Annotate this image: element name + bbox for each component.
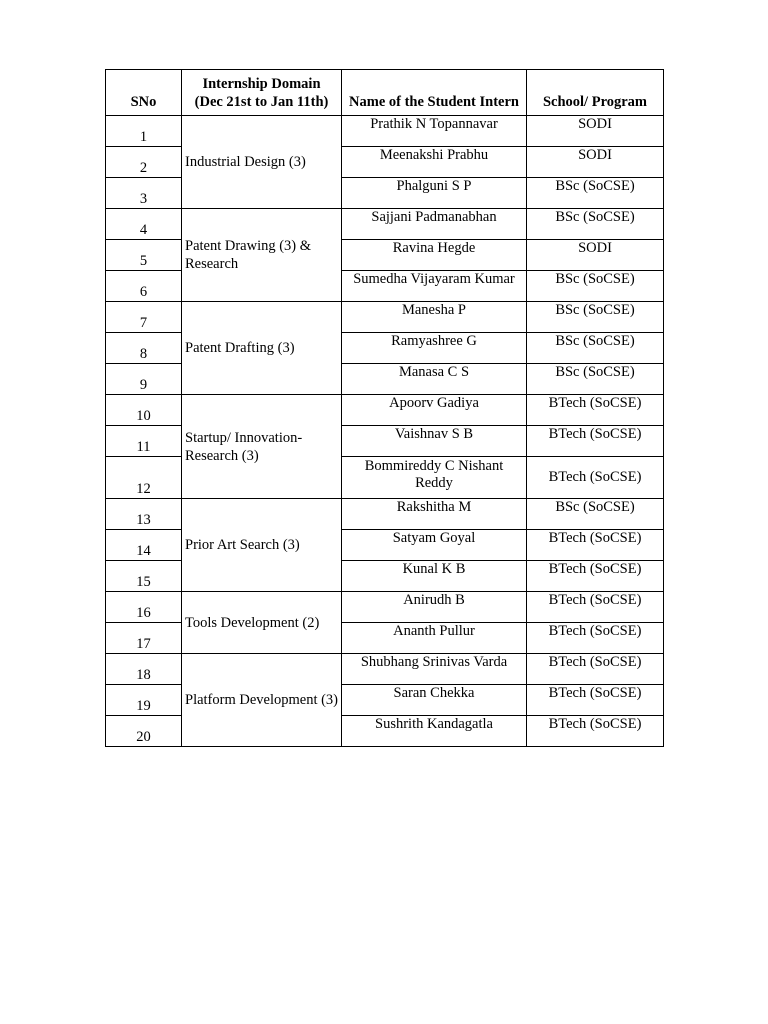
domain-cell-startup-innovation: Startup/ Innovation-Research (3): [182, 395, 342, 499]
school-cell: BTech (SoCSE): [527, 426, 664, 457]
student-name-cell: Satyam Goyal: [342, 530, 527, 561]
school-cell: SODI: [527, 240, 664, 271]
school-cell: BTech (SoCSE): [527, 530, 664, 561]
student-name-cell: Sumedha Vijayaram Kumar: [342, 271, 527, 302]
school-cell: BSc (SoCSE): [527, 364, 664, 395]
sno-cell: 18: [106, 654, 182, 685]
sno-cell: 11: [106, 426, 182, 457]
student-name-cell: Vaishnav S B: [342, 426, 527, 457]
student-name-cell: Ananth Pullur: [342, 623, 527, 654]
school-cell: BTech (SoCSE): [527, 395, 664, 426]
table-row: [106, 302, 664, 333]
school-cell: BTech (SoCSE): [527, 685, 664, 716]
table-row: [106, 116, 664, 147]
domain-cell-platform-development: Platform Development (3): [182, 654, 342, 747]
school-cell: BSc (SoCSE): [527, 499, 664, 530]
student-name-cell: Ramyashree G: [342, 333, 527, 364]
sno-cell: 8: [106, 333, 182, 364]
sno-cell: 9: [106, 364, 182, 395]
sno-cell: 20: [106, 716, 182, 747]
student-name-cell: Kunal K B: [342, 561, 527, 592]
student-name-cell: Saran Chekka: [342, 685, 527, 716]
school-cell: BTech (SoCSE): [527, 592, 664, 623]
sno-cell: 13: [106, 499, 182, 530]
student-name-cell: Meenakshi Prabhu: [342, 147, 527, 178]
school-cell: SODI: [527, 147, 664, 178]
header-domain-line2: (Dec 21st to Jan 11th): [194, 94, 329, 110]
sno-cell: 15: [106, 561, 182, 592]
school-cell: BTech (SoCSE): [527, 623, 664, 654]
table-header-row: [106, 70, 664, 116]
sno-cell: 10: [106, 395, 182, 426]
student-name-cell: Phalguni S P: [342, 178, 527, 209]
domain-cell-patent-drafting: Patent Drafting (3): [182, 302, 342, 395]
internship-table: [105, 69, 664, 747]
header-internship-domain: [182, 70, 342, 116]
student-name-cell: Ravina Hegde: [342, 240, 527, 271]
student-name-cell: Sushrith Kandagatla: [342, 716, 527, 747]
student-name-cell: Shubhang Srinivas Varda: [342, 654, 527, 685]
header-domain-line1: Internship Domain: [202, 76, 321, 92]
school-cell: BSc (SoCSE): [527, 209, 664, 240]
student-name-cell: Manesha P: [342, 302, 527, 333]
table-row: [106, 395, 664, 426]
student-name-cell: Prathik N Topannavar: [342, 116, 527, 147]
sno-cell: 4: [106, 209, 182, 240]
domain-cell-industrial-design: Industrial Design (3): [182, 116, 342, 209]
domain-cell-patent-drawing: Patent Drawing (3) & Research: [182, 209, 342, 302]
school-cell: BTech (SoCSE): [527, 654, 664, 685]
student-name-cell: Apoorv Gadiya: [342, 395, 527, 426]
sno-cell: 17: [106, 623, 182, 654]
student-name-cell: Manasa C S: [342, 364, 527, 395]
school-cell: BTech (SoCSE): [527, 716, 664, 747]
header-school-program: School/ Program: [527, 70, 664, 116]
sno-cell: 16: [106, 592, 182, 623]
school-cell: BSc (SoCSE): [527, 302, 664, 333]
table-row: [106, 592, 664, 623]
student-name-cell: Anirudh B: [342, 592, 527, 623]
sno-cell: 19: [106, 685, 182, 716]
table-row: [106, 499, 664, 530]
student-name-cell: Rakshitha M: [342, 499, 527, 530]
school-cell: BSc (SoCSE): [527, 178, 664, 209]
student-name-cell: Sajjani Padmanabhan: [342, 209, 527, 240]
sno-cell: 6: [106, 271, 182, 302]
student-name-cell: Bommireddy C Nishant Reddy: [342, 457, 527, 499]
header-student-name: Name of the Student Intern: [342, 70, 527, 116]
sno-cell: 2: [106, 147, 182, 178]
table-row: [106, 209, 664, 240]
domain-cell-prior-art-search: Prior Art Search (3): [182, 499, 342, 592]
school-cell: SODI: [527, 116, 664, 147]
school-cell: BSc (SoCSE): [527, 271, 664, 302]
sno-cell: 14: [106, 530, 182, 561]
header-sno: SNo: [106, 70, 182, 116]
sno-cell: 7: [106, 302, 182, 333]
domain-cell-tools-development: Tools Development (2): [182, 592, 342, 654]
school-cell: BSc (SoCSE): [527, 333, 664, 364]
school-cell: BTech (SoCSE): [527, 457, 664, 499]
sno-cell: 3: [106, 178, 182, 209]
sno-cell: 12: [106, 457, 182, 499]
sno-cell: 1: [106, 116, 182, 147]
table-row: [106, 654, 664, 685]
sno-cell: 5: [106, 240, 182, 271]
school-cell: BTech (SoCSE): [527, 561, 664, 592]
